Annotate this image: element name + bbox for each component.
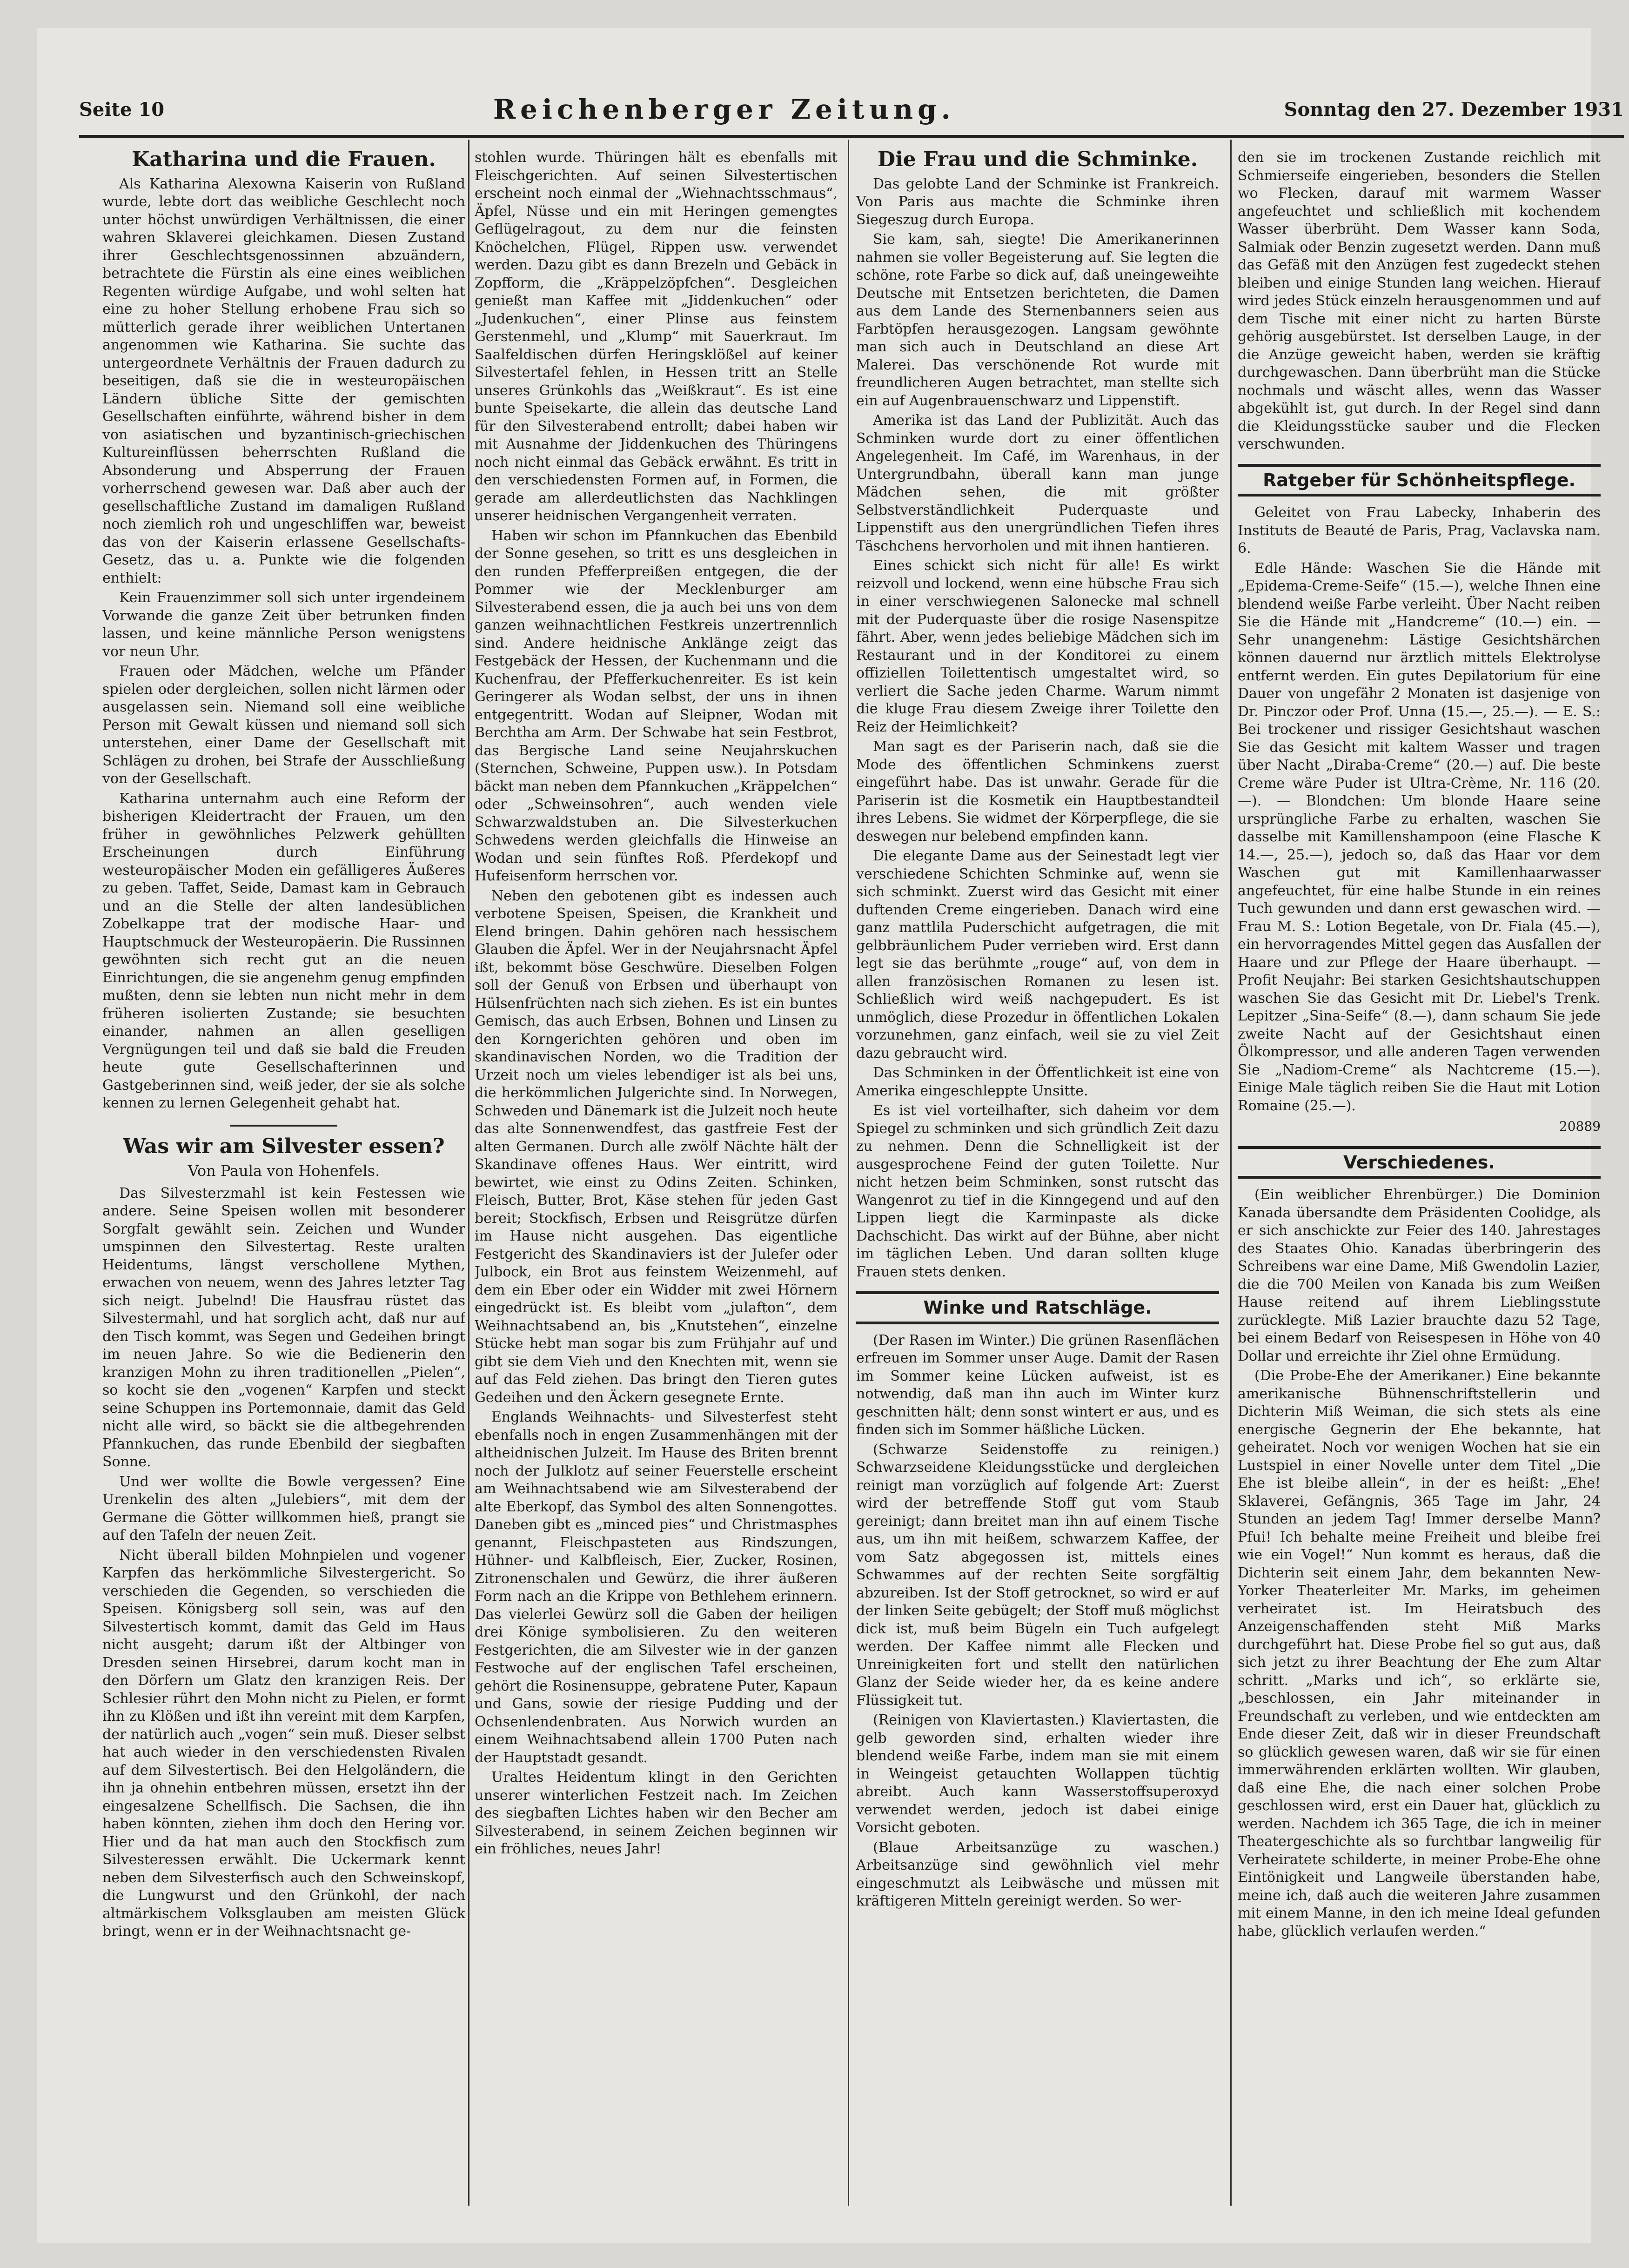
paragraph: Geleitet von Frau Labecky, Inhaberin des Instituts de Beauté de Paris, Prag, Vaclavska nam. 6.: [1238, 504, 1601, 557]
column-4: [1238, 149, 1601, 2187]
paragraph: (Der Rasen im Winter.) Die grünen Rasenflächen erfreuen im Sommer unser Auge. Damit der Rasen im Sommer keine Lücken aufweist, ist es notwendig, daß man ihn auch im Winter kurz geschnitten hält; denn sonst wintert er aus, und es finden sich im Sommer häßliche Lücken.: [856, 1332, 1219, 1438]
paragraph: Man sagt es der Pariserin nach, daß sie die Mode des öffentlichen Schminkens zuerst eingeführt habe. Das ist unwahr. Gerade für die Pariserin ist die Kosmetik ein Hauptbestandteil ihres Lebens. Sie widmet der Körperpflege, die sie deswegen nur belebend empfinden kann.: [856, 738, 1219, 845]
paragraph: Das gelobte Land der Schminke ist Frankreich. Von Paris aus machte die Schminke ihren Siegeszug durch Europa.: [856, 175, 1219, 228]
paragraph: Haben wir schon im Pfannkuchen das Ebenbild der Sonne gesehen, so tritt es uns desgleichen in den runden Pfefferpreißen entgegen, die der Pommer wie der Mecklenburger am Silvesterabend essen, die ja auch bei uns von dem ganzen weihnachtlichen Festkreis unzertrennlich sind. Andere heidnische Anklänge zeigt das Festgebäck der Hessen, der Kuchenmann und die Kuchenfrau, der Pfefferkuchenreiter. Es ist kein Geringerer als Wodan selbst, der uns in ihnen entgegentritt. Wodan auf Sleipner, Wodan mit Berchtha am Arm. Der Schwabe hat sein Festbrot, das Bergische Land seine Neujahrskuchen (Sternchen, Schweine, Puppen usw.). In Potsdam bäckt man neben dem Pfannkuchen „Kräppelchen“ oder „Schweinsohren“, auch wenden viele Schwarzwaldstuben an. Die Silvesterkuchen Schwedens werden gleichfalls die Hinweise an Wodan und sein fünftes Roß. Pferdekopf und Hufeisenform herrschen vor.: [475, 527, 838, 884]
paragraph: Es ist viel vorteilhafter, sich daheim vor dem Spiegel zu schminken und sich gründlich Zeit dazu zu nehmen. Denn die Schnelligkeit ist der ausgesprochene Feind der guten Toilette. Nur nicht hetzen beim Schminken, sonst rutscht das Wangenrot zu tief in die Kinngegend und auf den Lippen liegt die Karminpaste als dicke Dachschicht. Das wirkt auf der Bühne, aber nicht im täglichen Leben. Und daran sollten kluge Frauen stets denken.: [856, 1102, 1219, 1280]
article-title-silvester: Was wir am Silvester essen?: [123, 1134, 445, 1158]
issue-date: Sonntag den 27. Dezember 1931: [1284, 98, 1624, 121]
byline: Von Paula von Hohenfels.: [188, 1162, 380, 1180]
paragraph: Und wer wollte die Bowle vergessen? Eine Urenkelin des alten „Julebiers“, mit dem der Germane die Götter willkommen hieß, prangt sie auf den Tafeln der neuen Zeit.: [102, 1473, 465, 1543]
section-header-ratgeber: Ratgeber für Schönheitspflege.: [1238, 464, 1601, 497]
paragraph: Das Schminken in der Öffentlichkeit ist eine von Amerika eingeschleppte Unsitte.: [856, 1065, 1219, 1099]
section-header-winke: Winke und Ratschläge.: [856, 1291, 1219, 1324]
paragraph: Nicht überall bilden Mohnpielen und vogener Karpfen das herkömmliche Silvestergericht. So verschieden die Gegenden, so verschieden die Speisen. Königsberg soll sein, was auf den Silvestertisch kommt, damit das Geld im Haus nicht ausgeht; darum ißt der Altbinger von Dresden seinen Hirsebrei, darum kocht man in den Dörfern um Glatz den kranzigen Reis. Der Schlesier rührt den Mohn nicht zu Pielen, er formt ihn zu Klößen und ißt ihn vereint mit dem Karpfen, der natürlich auch „vogen“ sein muß. Dieser selbst hat auch wieder in den verschiedensten Rivalen auf dem Silvestertisch. Bei den Helgoländern, die ihn ja ohnehin entbehren müssen, ersetzt ihn der eingesalzene Schellfisch. Die Sachsen, die ihn haben könnten, ziehen ihm doch den Hering vor. Hier und da hat man auch den Stockfisch zum Silvesteressen erwählt. Die Uckermark kennt neben dem Silvesterfisch auch den Schweinskopf, die Lungwurst und den Grünkohl, der nach altmärkischem Volksglauben am meisten Glück bringt, wenn er in der Weihnachtsnacht ge-: [102, 1547, 465, 1939]
masthead: [79, 84, 1624, 138]
paragraph: Englands Weihnachts- und Silvesterfest steht ebenfalls noch in engen Zusammenhängen mit der altheidnischen Julzeit. Im Hause des Briten brennt noch der Julklotz auf seiner Feuerstelle erscheint am Weihnachtsabend wie am Silvesterabend der alte Eberkopf, das Symbol des alten Sonnengottes. Daneben gibt es „minced pies“ und Christmasphes genannt, Fleischpasteten aus Rindszungen, Hühner- und Kalbfleisch, Eier, Zucker, Rosinen, Zitronenschalen und Gewürz, die ihrer äußeren Form nach an die Krippe von Bethlehem erinnern. Das vielerlei Gewürz soll die Gaben der heiligen drei Könige symbolisieren. Zu den weiteren Festgerichten, die am Silvester wie in der ganzen Festwoche auf der englischen Tafel erscheinen, gehört die Rosinensuppe, gebratene Puter, Kapaun und Gans, sowie der riesige Pudding und der Ochsenlendenbraten. Aus Norwich wurden an einem Weihnachtsabend allein 1700 Puten nach der Hauptstadt gesandt.: [475, 1409, 838, 1766]
paragraph: (Schwarze Seidenstoffe zu reinigen.) Schwarzseidene Kleidungsstücke und dergleichen reinigt man vorzüglich auf folgende Art: Zuerst wird der betreffende Stoff gut vom Staub gereinigt; dann breitet man ihn auf einem Tische aus, um ihn mit heißem, schwarzem Kaffee, der vom Satz abgegossen ist, mittels eines Schwammes auf der rechten Seite sorgfältig abzureiben. Ist der Stoff getrocknet, so wird er auf der linken Seite gebügelt; der Stoff muß möglichst dick ist, muß beim Bügeln ein Tuch aufgelegt werden. Der Kaffee nimmt alle Flecken und Unreinigkeiten fort und stellt den natürlichen Glanz der Seide wieder her, da es keine andere Flüssigkeit tut.: [856, 1441, 1219, 1709]
column-2: [475, 149, 838, 2187]
column-3: [856, 149, 1219, 2187]
paragraph: Die elegante Dame aus der Seinestadt legt vier verschiedene Schichten Schminke auf, wenn sie sich schminkt. Zuerst wird das Gesicht mit einer duftenden Creme eingerieben. Danach wird eine ganz mattlila Puderschicht aufgetragen, die mit gelbbräunlichem Puder verrieben wird. Erst dann legt sie das berühmte „rouge“ auf, von dem in allen französischen Romanen zu lesen ist. Schließlich wird weiß nachgepudert. Es ist unmöglich, diese Prozedur in öffentlichen Lokalen vorzunehmen, ganz einfach, weil sie zu viel Zeit dazu gebraucht wird.: [856, 848, 1219, 1061]
article-title-schminke: Die Frau und die Schminke.: [877, 149, 1198, 171]
paragraph: Das Silvesterzmahl ist kein Festessen wie andere. Seine Speisen wollen mit besonderer Sorgfalt gewählt sein. Zeichen und Wunder umspinnen den Silvestertag. Reste uralten Heidentums, längst verschollene Mythen, erwachen von neuem, wenn des Jahres letzter Tag sich neigt. Jubelnd! Die Hausfrau rüstet das Silvestermahl, und hat sorglich acht, daß nur auf den Tisch kommt, was Segen und Gedeihen bringt im neuen Jahre. So wie die Bedienerin den kranzigen Mohn zu ihren traditionellen „Pielen“, so kocht sie den „vogenen“ Karpfen und steckt seine Schuppen ins Portemonnaie, damit das Geld nicht alle wird, so bäckt sie die altbegehrenden Pfannkuchen, das runde Ebenbild der siegbaften Sonne.: [102, 1185, 465, 1470]
paragraph: Als Katharina Alexowna Kaiserin von Rußland wurde, lebte dort das weibliche Geschlecht noch unter höchst unwürdigen Verhältnissen, die einer wahren Sklaverei gleichkamen. Diesen Zustand ihrer Geschlechtsgenossinnen abzuändern, betrachtete die Fürstin als eine eines weiblichen Regenten würdige Aufgabe, und wohl selten hat eine zu hoher Stellung erhobene Frau sich so mütterlich gerade ihrer weiblichen Untertanen angenommen wie Katharina. Sie suchte das untergeordnete Verhältnis der Frauen dadurch zu beseitigen, daß sie die in westeuropäischen Ländern übliche Sitte der gemischten Gesellschaften einführte, während bisher in dem von asiatischen und byzantinisch-griechischen Kultureinflüssen beherrschten Rußland die Absonderung und Absperrung der Frauen vorherrschend gewesen war. Daß aber auch der gesellschaftliche Zustand im damaligen Rußland noch ziemlich roh und ungeschliffen war, beweist das von der Kaiserin erlassene Gesellschafts-Gesetz, das u. a. Punkte wie die folgenden enthielt:: [102, 175, 465, 586]
paragraph: Eines schickt sich nicht für alle! Es wirkt reizvoll und lockend, wenn eine hübsche Frau sich in einer verschwiegenen Salonecke mal schnell mit der Puderquaste über die rosige Nasenspitze fährt. Aber, wenn jedes beliebige Mädchen sich im Restaurant und in der Konditorei zu einem offiziellen Toilettentisch umgestaltet wird, so verliert die Sache jeden Charme. Warum nimmt die kluge Frau diesem Zweige ihrer Toilette den Reiz der Heimlichkeit?: [856, 557, 1219, 735]
paragraph: (Die Probe-Ehe der Amerikaner.) Eine bekannte amerikanische Bühnenschriftstellerin und Dichterin Miß Weiman, die sich stets als eine energische Gegnerin der Ehe bekannte, hat geheiratet. Noch vor wenigen Wochen hat sie ein Lustspiel in einer Novelle unter dem Titel „Die Ehe ist bleibe allein“, in der es heißt: „Ehe! Sklaverei, Gefängnis, 365 Tage im Jahr, 24 Stunden an jedem Tag! Immer derselbe Mann? Pfui! Ich behalte meine Freiheit und bleibe frei wie ein Vogel!“ Nun kommt es heraus, daß die Dichterin seit einem Jahr, dem bekannten New-Yorker Theaterleiter Mr. Marks, im geheimen verheiratet ist. Im Heiratsbuch des Anzeigenschaffenden steht Miß Marks durchgeführt hat. Diese Probe fiel so gut aus, daß sich jetzt zu ihrer Beachtung der Ehe zum Altar schritt. „Marks und ich“, so erklärte sie, „beschlossen, ein Jahr miteinander in Freundschaft zu verleben, und wie entdeckten am Ende dieser Zeit, daß wir in dieser Freundschaft so glücklich gewesen waren, daß wir sie für einen immerwährenden erklärten wollten. Wir glauben, daß eine Ehe, die nach einer solchen Probe geschlossen wird, erst ein Dauer hat, glücklich zu werden. Nachdem ich 365 Tage, die ich in meiner Theatergeschichte als so furchtbar langweilig für Verheiratete schilderte, in meiner Probe-Ehe ohne Eintönigkeit und Langweile überstanden habe, meine ich, daß auch die weiteren Jahre zusammen mit einem Manne, in den ich meine Ideal gefunden habe, glücklich verlaufen werden.“: [1238, 1368, 1601, 1939]
column-rule: [848, 140, 849, 2206]
paragraph: (Reinigen von Klaviertasten.) Klaviertasten, die gelb geworden sind, erhalten wieder ihre blendend weiße Farbe, indem man sie mit einem in Weingeist getauchten Wollappen tüchtig abreibt. Auch kann Wasserstoffsuperoxyd verwendet werden, jedoch ist dabei einige Vorsicht geboten.: [856, 1712, 1219, 1836]
paragraph: (Ein weiblicher Ehrenbürger.) Die Dominion Kanada übersandte dem Präsidenten Coolidge, als er sich anschickte zur Feier des 140. Jahrestages des Staates Ohio. Kanadas überbringerin des Schreibens war eine Dame, Miß Gwendolin Lazier, die die 700 Meilen von Kanada bis zum Weißen Hause reitend auf ihrem Lieblingsstute zurücklegte. Miß Lazier brauchte dazu 52 Tage, bei einem Bedarf von Reisespesen in Höhe von 40 Dollar und erreichte ihr Ziel ohne Ermüdung.: [1238, 1187, 1601, 1364]
article-title-katharina: Katharina und die Frauen.: [132, 149, 436, 171]
paragraph: Amerika ist das Land der Publizität. Auch das Schminken wurde dort zu einer öffentlichen Angelegenheit. Im Café, im Warenhaus, in der Untergrundbahn, überall kann man junge Mädchen sehen, die mit größter Selbstverständlichkeit Puderquaste und Lippenstift aus den unergründlichen Tiefen ihres Täschchens hervorholen und mit ihnen hantieren.: [856, 412, 1219, 554]
paragraph: (Blaue Arbeitsanzüge zu waschen.) Arbeitsanzüge sind gewöhnlich viel mehr eingeschmutzt als Leibwäsche und müssen mit kräftigeren Mitteln gereinigt werden. So wer-: [856, 1839, 1219, 1909]
column-rule: [468, 140, 469, 2206]
paragraph: Kein Frauenzimmer soll sich unter irgendeinem Vorwande die ganze Zeit über betrunken finden lassen, und keine männliche Person wenigstens vor neun Uhr.: [102, 590, 465, 660]
newspaper-title: Reichenberger Zeitung.: [493, 94, 955, 125]
column-rule: [1230, 140, 1232, 2206]
separator: [230, 1125, 337, 1127]
paragraph: stohlen wurde. Thüringen hält es ebenfalls mit Fleischgerichten. Auf seinen Silvestertischen erscheint noch einmal der „Wiehnachtsschmaus“, Äpfel, Nüsse und ein mit Heringen gemengtes Geflügelragout, zu dem nur die feinsten Knöchelchen, Flügel, Rippen usw. verwendet werden. Dazu gibt es dann Brezeln und Gebäck in Zopfform, die „Kräppelzöpfchen“. Desgleichen genießt man Kaffee mit „Jiddenkuchen“ oder „Judenkuchen“, einer Plinse aus feinstem Gerstenmehl, und „Klump“ mit Sauerkraut. Im Saalfeldischen dürfen Heringsklößel auf keiner Silvestertafel fehlen, in Hessen tritt an Stelle unseres Grünkohls das „Weißkraut“. Es ist eine bunte Speisekarte, die allein das deutsche Land für den Silvesterabend entrollt; dabei haben wir mit Ausnahme der Jiddenkuchen des Thüringens noch nicht einmal das Gebäck erwähnt. Es tritt in den verschiedensten Formen auf, in Formen, die gerade am allerdeutlichsten das Nachklingen unserer heidnischen Vergangenheit verraten.: [475, 149, 838, 524]
section-header-verschiedenes: Verschiedenes.: [1238, 1146, 1601, 1179]
paragraph: Katharina unternahm auch eine Reform der bisherigen Kleidertracht der Frauen, um den früher in gewöhnliches Pelzwerk gehüllten Erscheinungen durch Einführung westeuropäischer Moden ein gefälligeres Äußeres zu geben. Taffet, Seide, Damast kam in Gebrauch und an die Stelle der alten landesüblichen Zobelkappe trat der modische Haar- und Hauptschmuck der Westeuropäerin. Die Russinnen gewöhnten sich recht gut an die neuen Einrichtungen, die sie angenehm genug empfinden mußten, denn sie lebten nun nicht mehr in dem früheren isolierten Zustande; sie besuchten einander, nahmen an allen geselligen Vergnügungen teil und daß sie bald die Freuden heute gute Gesellschafterinnen und Gastgeberinnen sind, weiß jeder, der sie als solche kennen zu lernen Gelegenheit gehabt hat.: [102, 790, 465, 1111]
paragraph: den sie im trockenen Zustande reichlich mit Schmierseife eingerieben, besonders die Stellen wo Flecken, darauf mit warmem Wasser angefeuchtet und schließlich mit kochendem Wasser überbrüht. Dem Wasser kann Soda, Salmiak oder Benzin zugesetzt werden. Dann muß das Gefäß mit den Anzügen fest zugedeckt stehen bleiben und einige Stunden lang weichen. Hierauf wird jedes Stück einzeln herausgenommen und auf dem Tische mit einer nicht zu harten Bürste gehörig ausgebürstet. Ist derselben Lauge, in der die Anzüge geweicht haben, werden sie kräftig durchgewaschen. Dann überbrüht man die Stücke nochmals und wäscht alles, wenn das Wasser abgekühlt ist, gut durch. In der Regel sind dann die Kleidungsstücke sauber und die Flecken verschwunden.: [1238, 149, 1601, 452]
paragraph: Sie kam, sah, siegte! Die Amerikanerinnen nahmen sie voller Begeisterung auf. Sie legten die schöne, rote Farbe so dick auf, daß uneingeweihte Deutsche mit Entsetzen berichteten, die Damen aus dem Lande des Sternenbanners seien aus Farbtöpfen herausgezogen. Langsam gewöhnte man sich auch in Deutschland an diese Art Malerei. Das verschönende Rot wurde mit freundlicheren Augen betrachtet, man stellte sich ein auf Augenbrauenschwarz und Lippenstift.: [856, 231, 1219, 409]
paragraph: Neben den gebotenen gibt es indessen auch verbotene Speisen, Speisen, die Krankheit und Elend bringen. Dahin gehören nach hessischem Glauben die Äpfel. Wer in der Neujahrsnacht Äpfel ißt, bekommt böse Geschwüre. Dieselben Folgen soll der Genuß von Erbsen und überhaupt von Hülsenfrüchten nach sich ziehen. Es ist ein buntes Gemisch, das auch Erbsen, Bohnen und Linsen zu den Korngerichten gehören und oben im skandinavischen Norden, wo die Tradition der Urzeit noch um vieles lebendiger ist als bei uns, die herkömmlichen Julgerichte sind. In Norwegen, Schweden und Dänemark ist die Julzeit noch heute das alte Sonnenwendfest, das gastfreie Fest der alten Germanen. Durch alle zwölf Nächte hält der Skandinave offenes Haus. Wer eintritt, wird bewirtet, wie einst zu Odins Zeiten. Schinken, Fleisch, Butter, Brot, Käse stehen für jeden Gast bereit; Stockfisch, Erbsen und Reisgrütze dürfen im Hause nicht ausgehen. Das eigentliche Festgericht des Skandinaviers ist der Julefer oder Julbock, ein Brot aus feinstem Weizenmehl, auf dem ein Eber oder ein Widder mit zwei Hörnern eingedrückt ist. Es bleibt vom „julafton“, dem Weihnachtsabend an, bis „Knutstehen“, einzelne Stücke hebt man sogar bis zum Frühjahr auf und gibt sie dem Vieh und den Knechten mit, wenn sie auf das Feld ziehen. Das bringt den Tieren gutes Gedeihen und den Äckern gesegnete Ernte.: [475, 887, 838, 1406]
paragraph: Edle Hände: Waschen Sie die Hände mit „Epidema-Creme-Seife“ (15.—), welche Ihnen eine blendend weiße Farbe verleiht. Über Nacht reiben Sie die Hände mit „Handcreme“ (10.—) ein. — Sehr unangenehm: Lästige Gesichtshärchen können dauernd nur ärztlich mittels Elektrolyse entfernt werden. Ein gutes Depilatorium für eine Dauer von ungefähr 2 Monaten ist dasjenige von Dr. Pinczor oder Prof. Unna (15.—, 25.—). — E. S.: Bei trockener und rissiger Gesichtshaut waschen Sie das Gesicht mit kaltem Wasser und tragen über Nacht „Diraba-Creme“ (20.—) auf. Die beste Creme wäre Puder ist Ultra-Crème, Nr. 116 (20.—). — Blondchen: Um blonde Haare seine ursprüngliche Farbe zu erhalten, waschen Sie dasselbe mit Kamillenshampoon (eine Flasche K 14.—, 25.—), jedoch so, daß das Haar vor dem Waschen gut mit Kamillenhaarwasser angefeuchtet, für eine halbe Stunde in ein reines Tuch gewunden und dann erst gewaschen wird. — Frau M. S.: Lotion Begetale, von Dr. Fiala (45.—), ein hervorragendes Mittel gegen das Ausfallen der Haare und zur Pflege der Haare überhaupt. — Profit Neujahr: Bei starken Gesichtshautschuppen waschen Sie das Gesicht mit Dr. Liebel's Trenk. Lepitzer „Sina-Seife“ (8.—), dann schaum Sie jede zweite Nacht auf der Gesichtshaut einen Ölkompressor, und alle anderen Tagen verwenden Sie „Nadiom-Creme“ als Nachtcreme (15.—). Einige Male täglich reiben Sie die Haut mit Lotion Romaine (25.—).: [1238, 560, 1601, 1114]
paragraph: Frauen oder Mädchen, welche um Pfänder spielen oder dergleichen, sollen nicht lärmen oder ausgelassen sein. Niemand soll eine weibliche Person mit Gewalt küssen und niemand soll sich unterstehen, einer Dame der Gesellschaft mit Schlägen zu drohen, bei Strafe der Ausschließung von der Gesellschaft.: [102, 663, 465, 787]
paragraph: Uraltes Heidentum klingt in den Gerichten unserer winterlichen Festzeit nach. Im Zeichen des siegbaften Lichtes haben wir den Becher am Silvesterabend, in seinem Zeichen beginnen wir ein fröhliches, neues Jahr!: [475, 1769, 838, 1857]
reference-number: 20889: [1559, 1119, 1601, 1134]
page-number: Seite 10: [79, 98, 165, 121]
column-1: [102, 149, 465, 2187]
